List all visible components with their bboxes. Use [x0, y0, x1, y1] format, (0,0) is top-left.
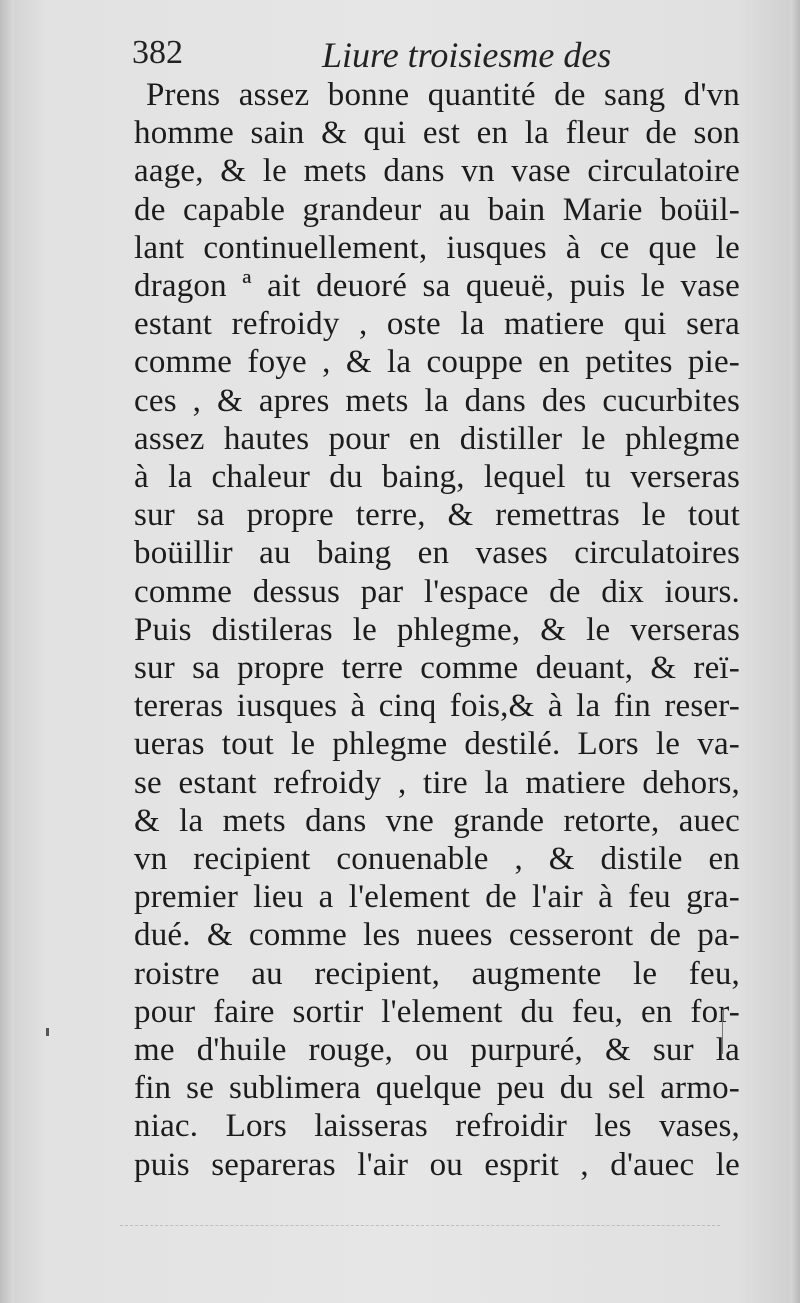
page-right-edge — [790, 0, 800, 1303]
text-line: ces , & apres mets la dans des cucurbites — [134, 382, 740, 419]
text-line: niac. Lors laisseras refroidir les vases, — [134, 1108, 740, 1145]
margin-mark — [722, 1010, 731, 1054]
text-line: tereras iusques à cinq fois,& à la fin reser- — [134, 688, 740, 725]
text-line: sur sa propre terre, & remettras le tout — [134, 497, 740, 534]
text-line: aage, & le mets dans vn vase circulatoire — [134, 153, 740, 190]
text-line: roistre au recipient, augmente le feu, — [134, 955, 740, 992]
paper-stain — [120, 1225, 720, 1296]
text-line: boüillir au baing en vases circulatoires — [134, 535, 740, 572]
text-line: vn recipient conuenable , & distile en — [134, 841, 740, 878]
text-line: estant refroidy , oste la matiere qui sera — [134, 306, 740, 343]
text-line: premier lieu a l'element de l'air à feu gra- — [134, 879, 740, 916]
text-line: lant continuellement, iusques à ce que le — [134, 229, 740, 266]
text-line: dué. & comme les nuees cesseront de pa- — [134, 917, 740, 954]
text-line: comme dessus par l'espace de dix iours. — [134, 573, 740, 610]
text-line: assez hautes pour en distiller le phlegme — [134, 420, 740, 457]
page-number: 382 — [132, 34, 183, 71]
text-line: Prens assez bonne quantité de sang d'vn — [146, 77, 740, 113]
text-line: & la mets dans vne grande retorte, auec — [134, 802, 740, 839]
text-line: pour faire sortir l'element du feu, en for- — [134, 993, 740, 1030]
body-text — [134, 76, 740, 1184]
text-line: se estant refroidy , tire la matiere dehors, — [134, 764, 740, 801]
text-line: comme foye , & la couppe en petites pie- — [134, 344, 740, 381]
text-line: me d'huile rouge, ou purpuré, & sur la — [134, 1032, 740, 1069]
text-line: ueras tout le phlegme destilé. Lors le va- — [134, 726, 740, 763]
margin-tick — [46, 1028, 49, 1036]
text-line: homme sain & qui est en la fleur de son — [134, 115, 740, 152]
text-line: puis separeras l'air ou esprit , d'auec le — [134, 1146, 740, 1183]
text-line: dragon ª ait deuoré sa queuë, puis le vase — [134, 268, 740, 305]
text-line: fin se sublimera quelque peu du sel armo- — [134, 1070, 740, 1107]
text-line: de capable grandeur au bain Marie boüil- — [134, 191, 740, 228]
page-left-edge — [0, 0, 14, 1303]
text-line: Puis distileras le phlegme, & le verseras — [134, 611, 740, 648]
text-line: sur sa propre terre comme deuant, & reï- — [134, 650, 740, 687]
text-line: à la chaleur du baing, lequel tu verseras — [134, 459, 740, 496]
running-head: Liure troisiesme des — [322, 35, 612, 75]
